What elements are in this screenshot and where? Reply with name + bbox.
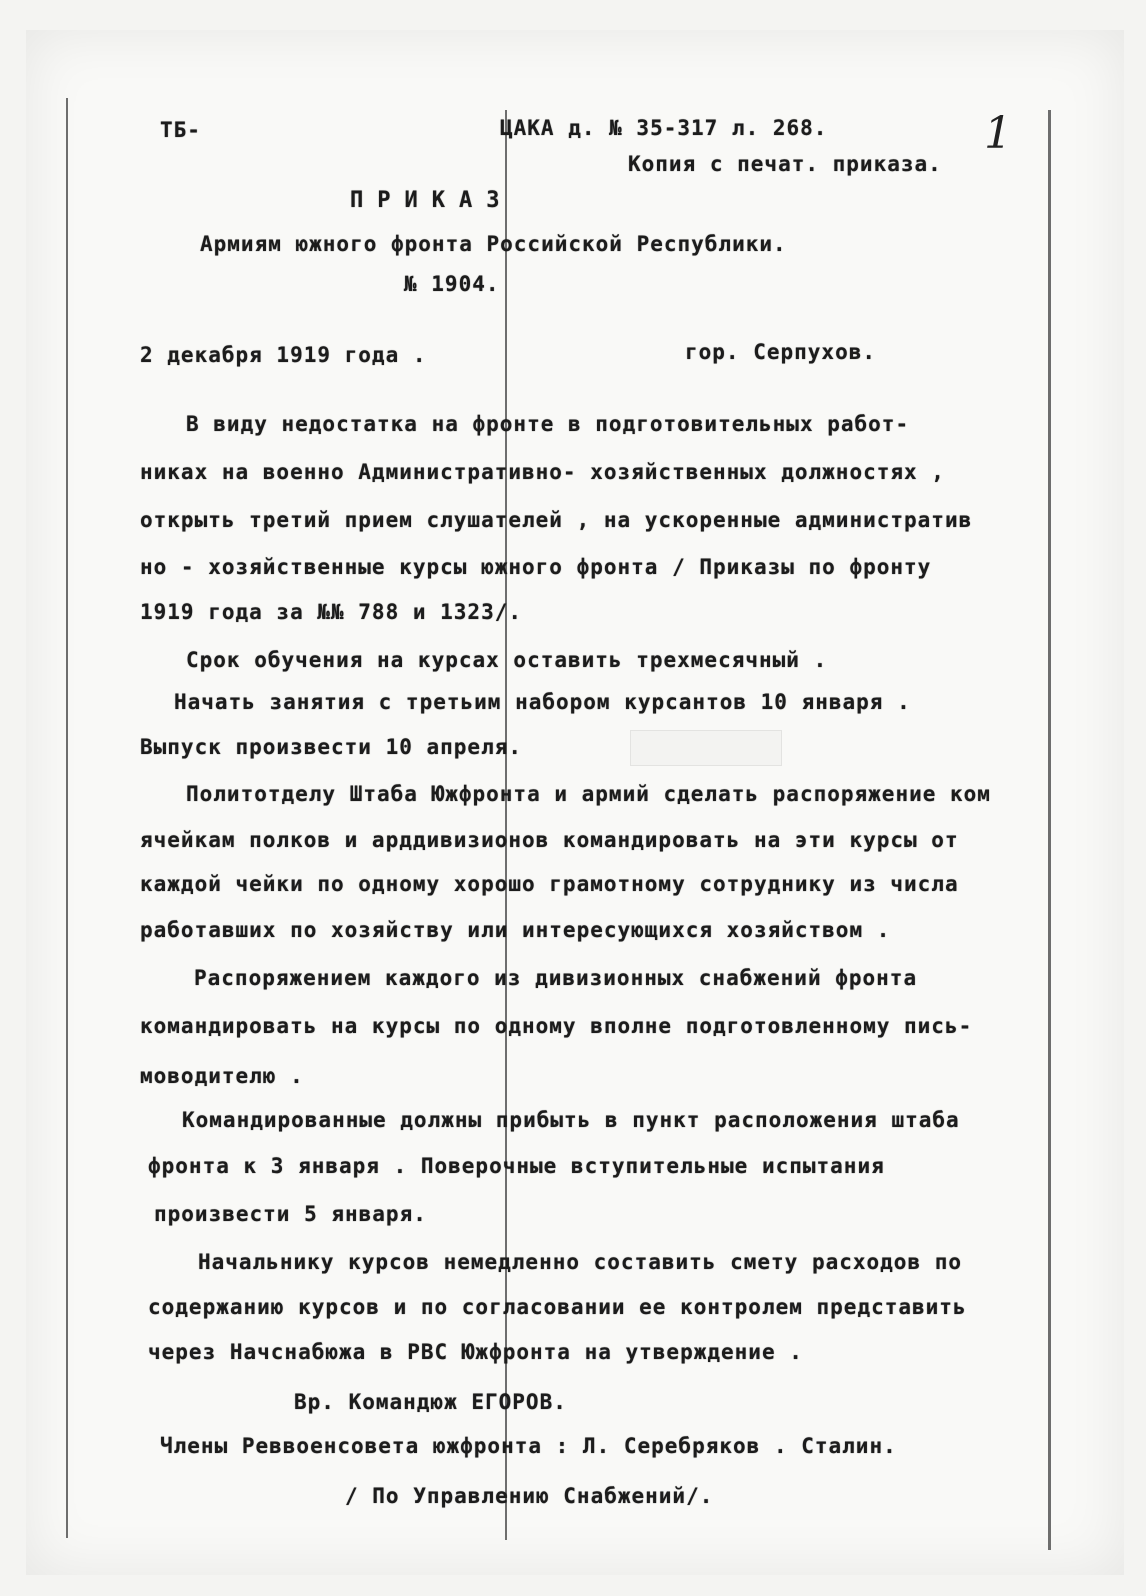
council-members: Члены Реввоенсовета южфронта : Л. Серебряков . Сталин.: [160, 1434, 897, 1458]
body-line: Распоряжением каждого из дивизионных снабжений фронта: [194, 966, 918, 990]
body-line: Политотделу Штаба Южфронта и армий сделать распоряжение ком: [186, 782, 991, 806]
handwritten-page-number: 1: [984, 108, 1012, 159]
body-line: открыть третий прием слушателей , на ускоренные административ: [140, 508, 973, 532]
body-line: Начать занятия с третьим набором курсантов 10 января .: [174, 690, 911, 714]
order-date: 2 декабря 1919 года .: [140, 343, 427, 367]
order-heading: ПРИКАЗ: [350, 188, 514, 213]
order-subtitle: Армиям южного фронта Российской Республики.: [200, 232, 787, 256]
fold-line-right: [1048, 110, 1051, 1550]
body-line: Командированные должны прибыть в пункт расположения штаба: [182, 1108, 960, 1132]
body-line: ячейкам полков и арддивизионов командировать на эти курсы от: [140, 828, 959, 852]
body-line: произвести 5 января.: [154, 1202, 427, 1226]
body-line: моводителю .: [140, 1064, 304, 1088]
archive-reference: ЦАКА д. № 35-317 л. 268.: [500, 116, 828, 140]
body-line: содержанию курсов и по согласовании ее контролем представить: [148, 1295, 967, 1319]
faded-stamp: [630, 730, 782, 766]
copy-note: Копия с печат. приказа.: [628, 152, 942, 176]
body-line: В виду недостатка на фронте в подготовительных работ-: [186, 412, 910, 436]
body-line: Начальнику курсов немедленно составить смету расходов по: [198, 1250, 963, 1274]
fold-line-left: [66, 98, 68, 1538]
order-number: № 1904.: [404, 272, 500, 296]
body-line: Выпуск произвести 10 апреля.: [140, 735, 523, 759]
body-line: работавших по хозяйству или интересующихся хозяйством .: [140, 918, 891, 942]
body-line: но - хозяйственные курсы южного фронта / Приказы по фронту: [140, 555, 932, 579]
left-code: ТБ-: [160, 118, 201, 142]
fold-line-center: [505, 110, 507, 1540]
body-line: каждой чейки по одному хорошо грамотному сотруднику из числа: [140, 872, 959, 896]
order-place: гор. Серпухов.: [685, 340, 877, 364]
body-line: Срок обучения на курсах оставить трехмесячный .: [186, 648, 828, 672]
body-line: 1919 года за №№ 788 и 1323/.: [140, 600, 523, 624]
body-line: никах на военно Административно- хозяйственных должностях ,: [140, 460, 945, 484]
department-note: / По Управлению Снабжений/.: [345, 1484, 714, 1508]
body-line: через Начснабюжа в РВС Южфронта на утверждение .: [148, 1340, 803, 1364]
body-line: фронта к 3 января . Поверочные вступительные испытания: [148, 1154, 885, 1178]
commander-signature: Вр. Командюж ЕГОРОВ.: [294, 1390, 567, 1414]
body-line: командировать на курсы по одному вполне подготовленному пись-: [140, 1014, 973, 1038]
